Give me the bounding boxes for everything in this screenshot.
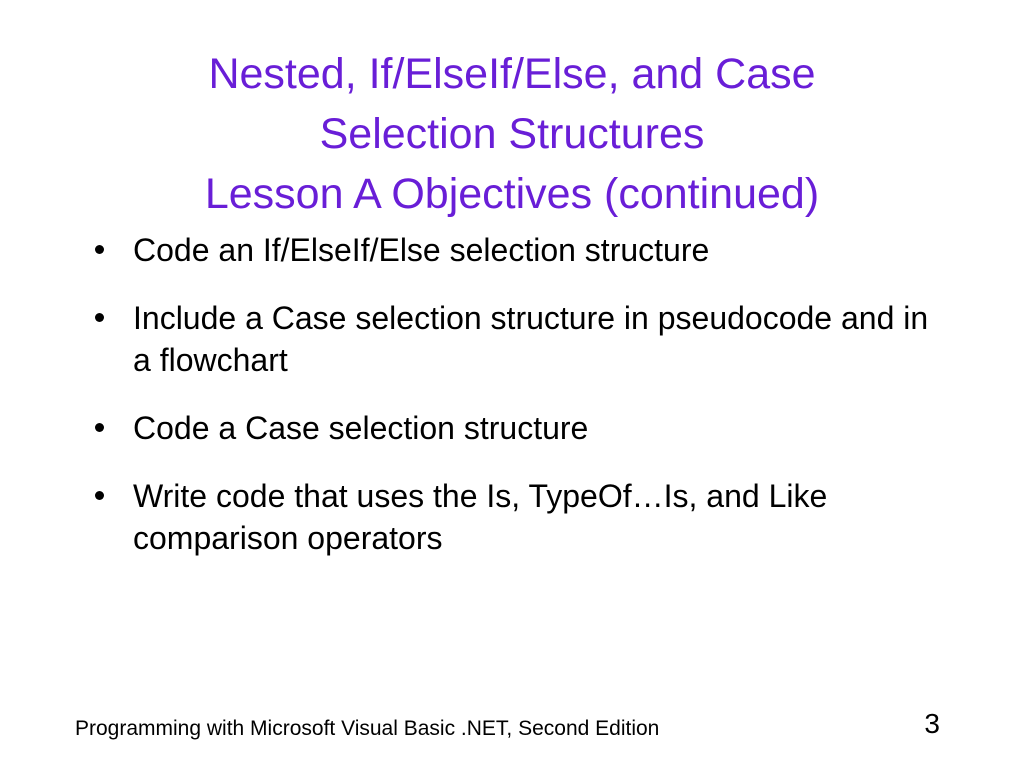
list-item bbox=[95, 297, 955, 381]
footer-course-title: Programming with Microsoft Visual Basic .NET, Second Edition bbox=[75, 717, 660, 740]
slide-title-line-2: Selection Structures bbox=[319, 110, 705, 158]
bullet-text: Write code that uses the Is, TypeOf…Is, and Like comparison operators bbox=[133, 478, 828, 556]
bullet-dot-icon bbox=[95, 245, 104, 254]
bullet-text: Code an If/ElseIf/Else selection structure bbox=[133, 232, 710, 268]
list-item bbox=[95, 407, 955, 449]
slide-title-line-3: Lesson A Objectives (continued) bbox=[204, 170, 820, 218]
bullet-dot-icon bbox=[95, 423, 104, 432]
bullet-list bbox=[95, 229, 955, 585]
list-item bbox=[95, 475, 955, 559]
bullet-dot-icon bbox=[95, 313, 104, 322]
bullet-dot-icon bbox=[95, 491, 104, 500]
slide-title bbox=[50, 44, 974, 224]
list-item bbox=[95, 229, 955, 271]
bullet-text: Code a Case selection structure bbox=[133, 410, 589, 446]
page-number: 3 bbox=[924, 708, 940, 739]
bullet-text: Include a Case selection structure in pseudocode and in a flowchart bbox=[133, 300, 929, 378]
slide-title-line-1: Nested, If/ElseIf/Else, and Case bbox=[208, 50, 816, 98]
